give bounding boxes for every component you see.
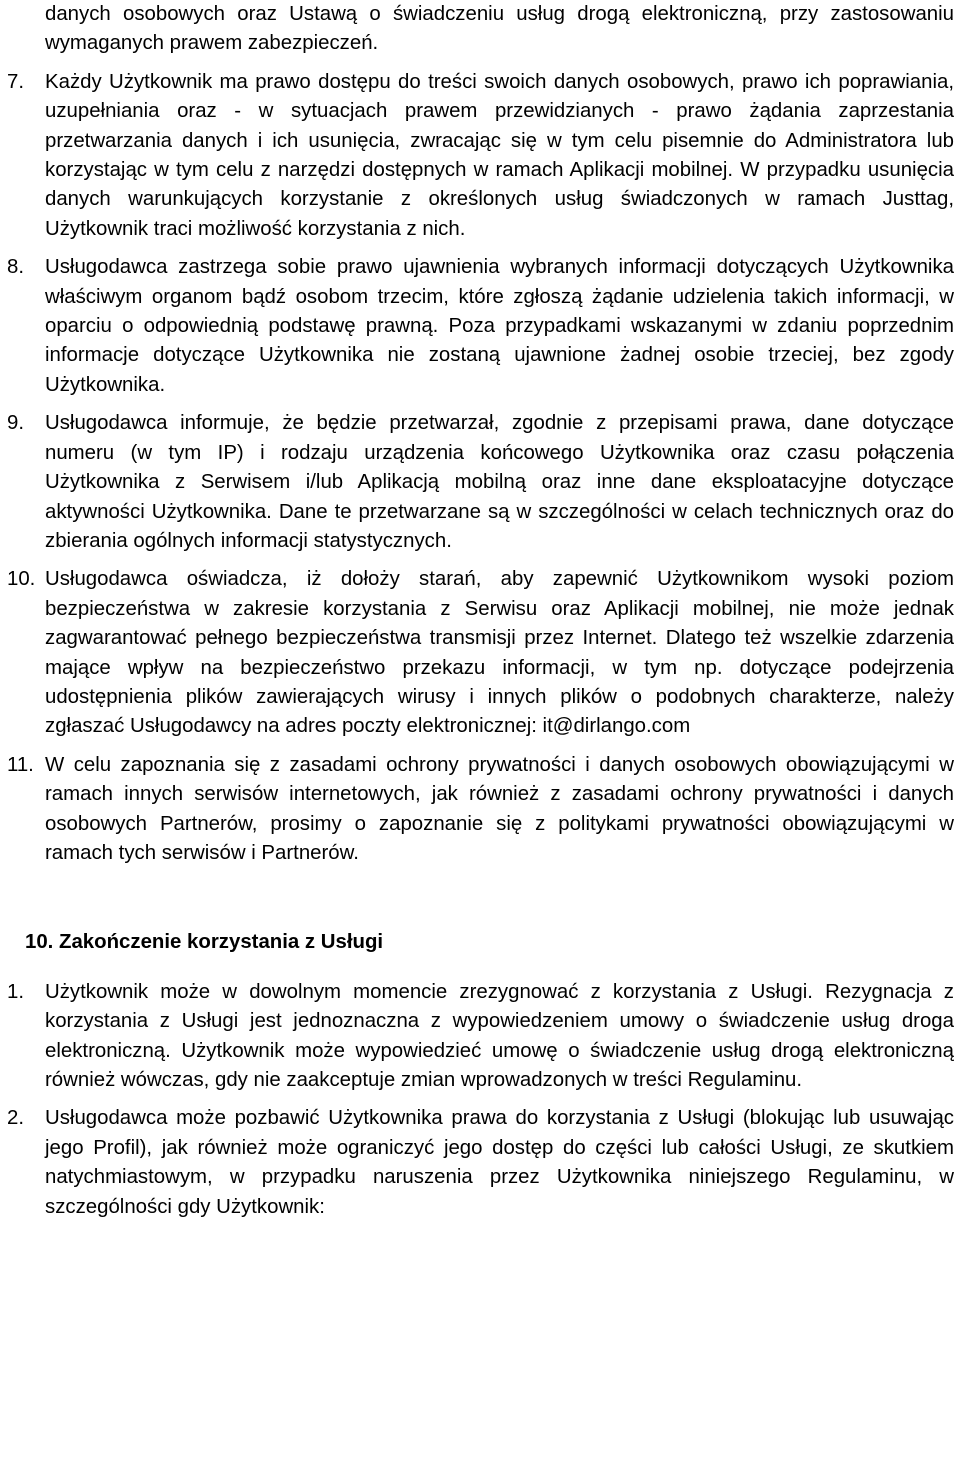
list-item <box>7 751 954 869</box>
item-number: 1. <box>7 980 25 1003</box>
item-number: 8. <box>7 256 25 279</box>
item-number: 11. <box>7 753 34 776</box>
item-text: Usługodawca może pozbawić Użytkownika prawa do korzystania z Usługi (blokując lub usuwając jego Profil), jak również może ograniczyć jego dostęp do części lub całości Usługi, ze skutkiem natychmiastowym, w przypadku naruszenia przez Użytkownika niniejszego Regulaminu, w szczególności gdy Użytkownik: <box>45 1107 954 1218</box>
item-text: Usługodawca oświadcza, iż dołoży starań, aby zapewnić Użytkownikom wysoki poziom bezpieczeństwa w zakresie korzystania z Serwisu oraz Aplikacji mobilnej, nie może jednak zagwarantować pełnego bezpieczeństwa transmisji przez Internet. Dlatego też wszelkie zdarzenia mające wpływ na bezpieczeństwo przekazu informacji, w tym np. dotyczące podejrzenia udostępnienia plików zawierających wirusy i innych plików o podobnych charakterze, należy zgłaszać Usługodawcy na adres poczty elektronicznej: it@dirlango.com <box>45 568 954 738</box>
list-item <box>7 253 954 400</box>
item-number: 7. <box>7 70 25 93</box>
paragraph-text: danych osobowych oraz Ustawą o świadczeniu usług drogą elektroniczną, przy zastosowaniu wymaganych prawem zabezpieczeń. <box>45 3 954 55</box>
continuation-paragraph <box>7 0 954 59</box>
list-item <box>7 1104 954 1222</box>
item-text: Usługodawca informuje, że będzie przetwarzał, zgodnie z przepisami prawa, dane dotyczące numeru (w tym IP) i rodzaju urządzenia końcowego Użytkownika oraz czasu połączenia Użytkownika z Serwisem i/lub Aplikacją mobilną oraz inne dane eksploatacyjne dotyczące aktywności Użytkownika. Dane te przetwarzane są w szczególności w celach technicznych oraz do zbierania ogólnych informacji statystycznych. <box>45 412 954 552</box>
item-number: 9. <box>7 412 25 435</box>
section-title: 10. Zakończenie korzystania z Usługi <box>25 931 384 954</box>
item-number: 10. <box>7 568 36 591</box>
heading-indent <box>7 928 25 957</box>
section-heading <box>7 928 954 957</box>
list-item <box>7 978 954 1096</box>
list-item <box>7 68 954 244</box>
item-text: Każdy Użytkownik ma prawo dostępu do treści swoich danych osobowych, prawo ich poprawiania, uzupełniania oraz - w sytuacjach prawem przewidzianych - prawo żądania zaprzestania przetwarzania danych i ich usunięcia, zwracając się w tym celu pisemnie do Administratora lub korzystając w tym celu z narzędzi dostępnych w ramach Aplikacji mobilnej. W przypadku usunięcia danych warunkujących korzystanie z określonych usług świadczonych w ramach Justtag, Użytkownik traci możliwość korzystania z nich. <box>45 70 954 240</box>
item-text: Użytkownik może w dowolnym momencie zrezygnować z korzystania z Usługi. Rezygnacja z korzystania z Usługi jest jednoznaczna z wypowiedzeniem umowy o świadczenie usług droga elektroniczną. Użytkownik może wypowiedzieć umowę o świadczenie usług drogą elektroniczną również wówczas, gdy nie zaakceptuje zmian wprowadzonych w treści Regulaminu. <box>45 980 954 1091</box>
item-text: Usługodawca zastrzega sobie prawo ujawnienia wybranych informacji dotyczących Użytkownika właściwym organom bądź osobom trzecim, które zgłoszą żądanie udzielenia takich informacji, w oparciu o odpowiednią podstawę prawną. Poza przypadkami wskazanymi w zdaniu poprzednim informacje dotyczące Użytkownika nie zostaną ujawnione żadnej osobie trzeciej, bez zgody Użytkownika. <box>45 256 954 396</box>
item-number: 2. <box>7 1107 25 1130</box>
list-item <box>7 409 954 556</box>
item-text: W celu zapoznania się z zasadami ochrony prywatności i danych osobowych obowiązującymi w ramach innych serwisów internetowych, jak również z zasadami ochrony prywatności i danych osobowych Partnerów, prosimy o zapoznanie się z politykami prywatności obowiązującymi w ramach tych serwisów i Partnerów. <box>45 753 954 864</box>
list-item <box>7 565 954 741</box>
